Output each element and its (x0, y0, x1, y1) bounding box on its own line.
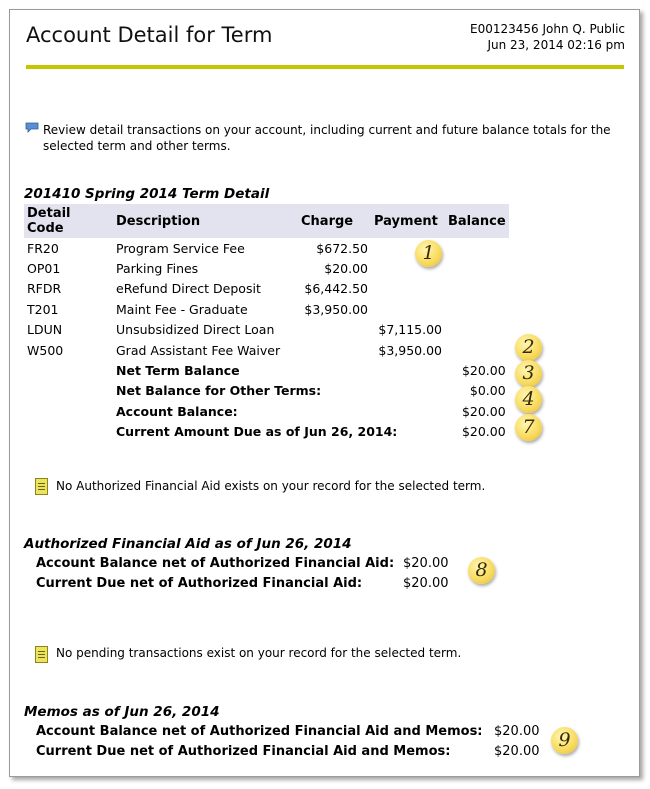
info-comment-icon (25, 122, 39, 133)
balance (445, 258, 509, 278)
aid-title: Authorized Financial Aid as of Jun 26, 2014 (24, 536, 352, 552)
summary-row-current-due (24, 422, 509, 442)
summary-value: $20.00 (461, 403, 506, 419)
callout-badge-4: 4 (515, 386, 542, 413)
balance (445, 299, 509, 319)
col-payment: Payment (371, 204, 445, 238)
summary-row-account-balance (24, 401, 509, 421)
aid-due-label: Current Due net of Authorized Financial Aid: (36, 576, 363, 591)
memos-balance-label: Account Balance net of Authorized Financial Aid and Memos: (36, 724, 483, 739)
description: eRefund Direct Deposit (116, 281, 261, 297)
callout-badge-8: 8 (468, 557, 495, 584)
payment: $3,950.00 (378, 342, 442, 358)
detail-code: FR20 (27, 240, 59, 256)
callout-badge-7: 7 (515, 414, 542, 441)
charge: $6,442.50 (304, 281, 368, 297)
term-detail-title: 201410 Spring 2014 Term Detail (24, 186, 270, 202)
page-frame (9, 9, 640, 777)
no-pending-note: No pending transactions exist on your record for the selected term. (56, 646, 462, 660)
summary-row-other-terms (24, 381, 509, 401)
detail-code: T201 (27, 301, 59, 317)
timestamp: Jun 23, 2014 02:16 pm (487, 38, 625, 52)
col-balance: Balance (445, 204, 509, 238)
memos-due-label: Current Due net of Authorized Financial Aid and Memos: (36, 744, 451, 759)
charge (298, 340, 371, 360)
user-id-name: E00123456 John Q. Public (470, 22, 625, 36)
charge (298, 320, 371, 340)
payment: $7,115.00 (378, 322, 442, 338)
detail-code: RFDR (27, 281, 62, 297)
summary-value: $20.00 (461, 424, 506, 440)
description: Program Service Fee (116, 240, 245, 256)
summary-row-net-term (24, 360, 509, 380)
col-description: Description (113, 204, 298, 238)
summary-label: Account Balance: (116, 403, 238, 419)
summary-label: Net Balance for Other Terms: (116, 383, 322, 399)
table-header-row (24, 204, 509, 238)
payment (371, 279, 445, 299)
info-text: Review detail transactions on your account, including current and future balance totals for the selected term and other terms. (43, 123, 611, 153)
callout-badge-9: 9 (551, 727, 578, 754)
memos-balance-value: $20.00 (494, 724, 540, 739)
note-icon (35, 646, 48, 663)
memos-title: Memos as of Jun 26, 2014 (24, 704, 220, 720)
table-row (24, 279, 509, 299)
balance (445, 320, 509, 340)
user-info (470, 21, 625, 53)
col-charge: Charge (298, 204, 371, 238)
table-row (24, 299, 509, 319)
header-divider (26, 65, 624, 69)
callout-badge-3: 3 (515, 360, 542, 387)
balance (445, 238, 509, 258)
detail-code: W500 (27, 342, 64, 358)
page-title: Account Detail for Term (26, 23, 273, 47)
no-aid-note: No Authorized Financial Aid exists on your record for the selected term. (56, 479, 486, 493)
term-detail-table (24, 204, 509, 442)
description: Unsubsidized Direct Loan (116, 322, 275, 338)
detail-code: OP01 (27, 261, 61, 277)
aid-balance-label: Account Balance net of Authorized Financial Aid: (36, 556, 395, 571)
summary-label: Net Term Balance (116, 363, 240, 379)
description: Grad Assistant Fee Waiver (116, 342, 281, 358)
charge: $672.50 (316, 240, 368, 256)
detail-code: LDUN (27, 322, 63, 338)
aid-due-value: $20.00 (403, 576, 449, 591)
table-row (24, 320, 509, 340)
description: Parking Fines (116, 261, 199, 277)
balance (445, 279, 509, 299)
summary-label: Current Amount Due as of Jun 26, 2014: (116, 424, 398, 440)
description: Maint Fee - Graduate (116, 301, 248, 317)
callout-badge-1: 1 (415, 240, 442, 267)
note-icon (35, 478, 48, 495)
charge: $3,950.00 (304, 301, 368, 317)
table-row (24, 340, 509, 360)
memos-due-value: $20.00 (494, 744, 540, 759)
col-detail-code: Detail Code (24, 204, 113, 238)
charge: $20.00 (324, 261, 368, 277)
summary-value: $0.00 (469, 383, 506, 399)
summary-value: $20.00 (461, 363, 506, 379)
aid-balance-value: $20.00 (403, 556, 449, 571)
callout-badge-2: 2 (515, 334, 542, 361)
balance (445, 340, 509, 360)
payment (371, 299, 445, 319)
